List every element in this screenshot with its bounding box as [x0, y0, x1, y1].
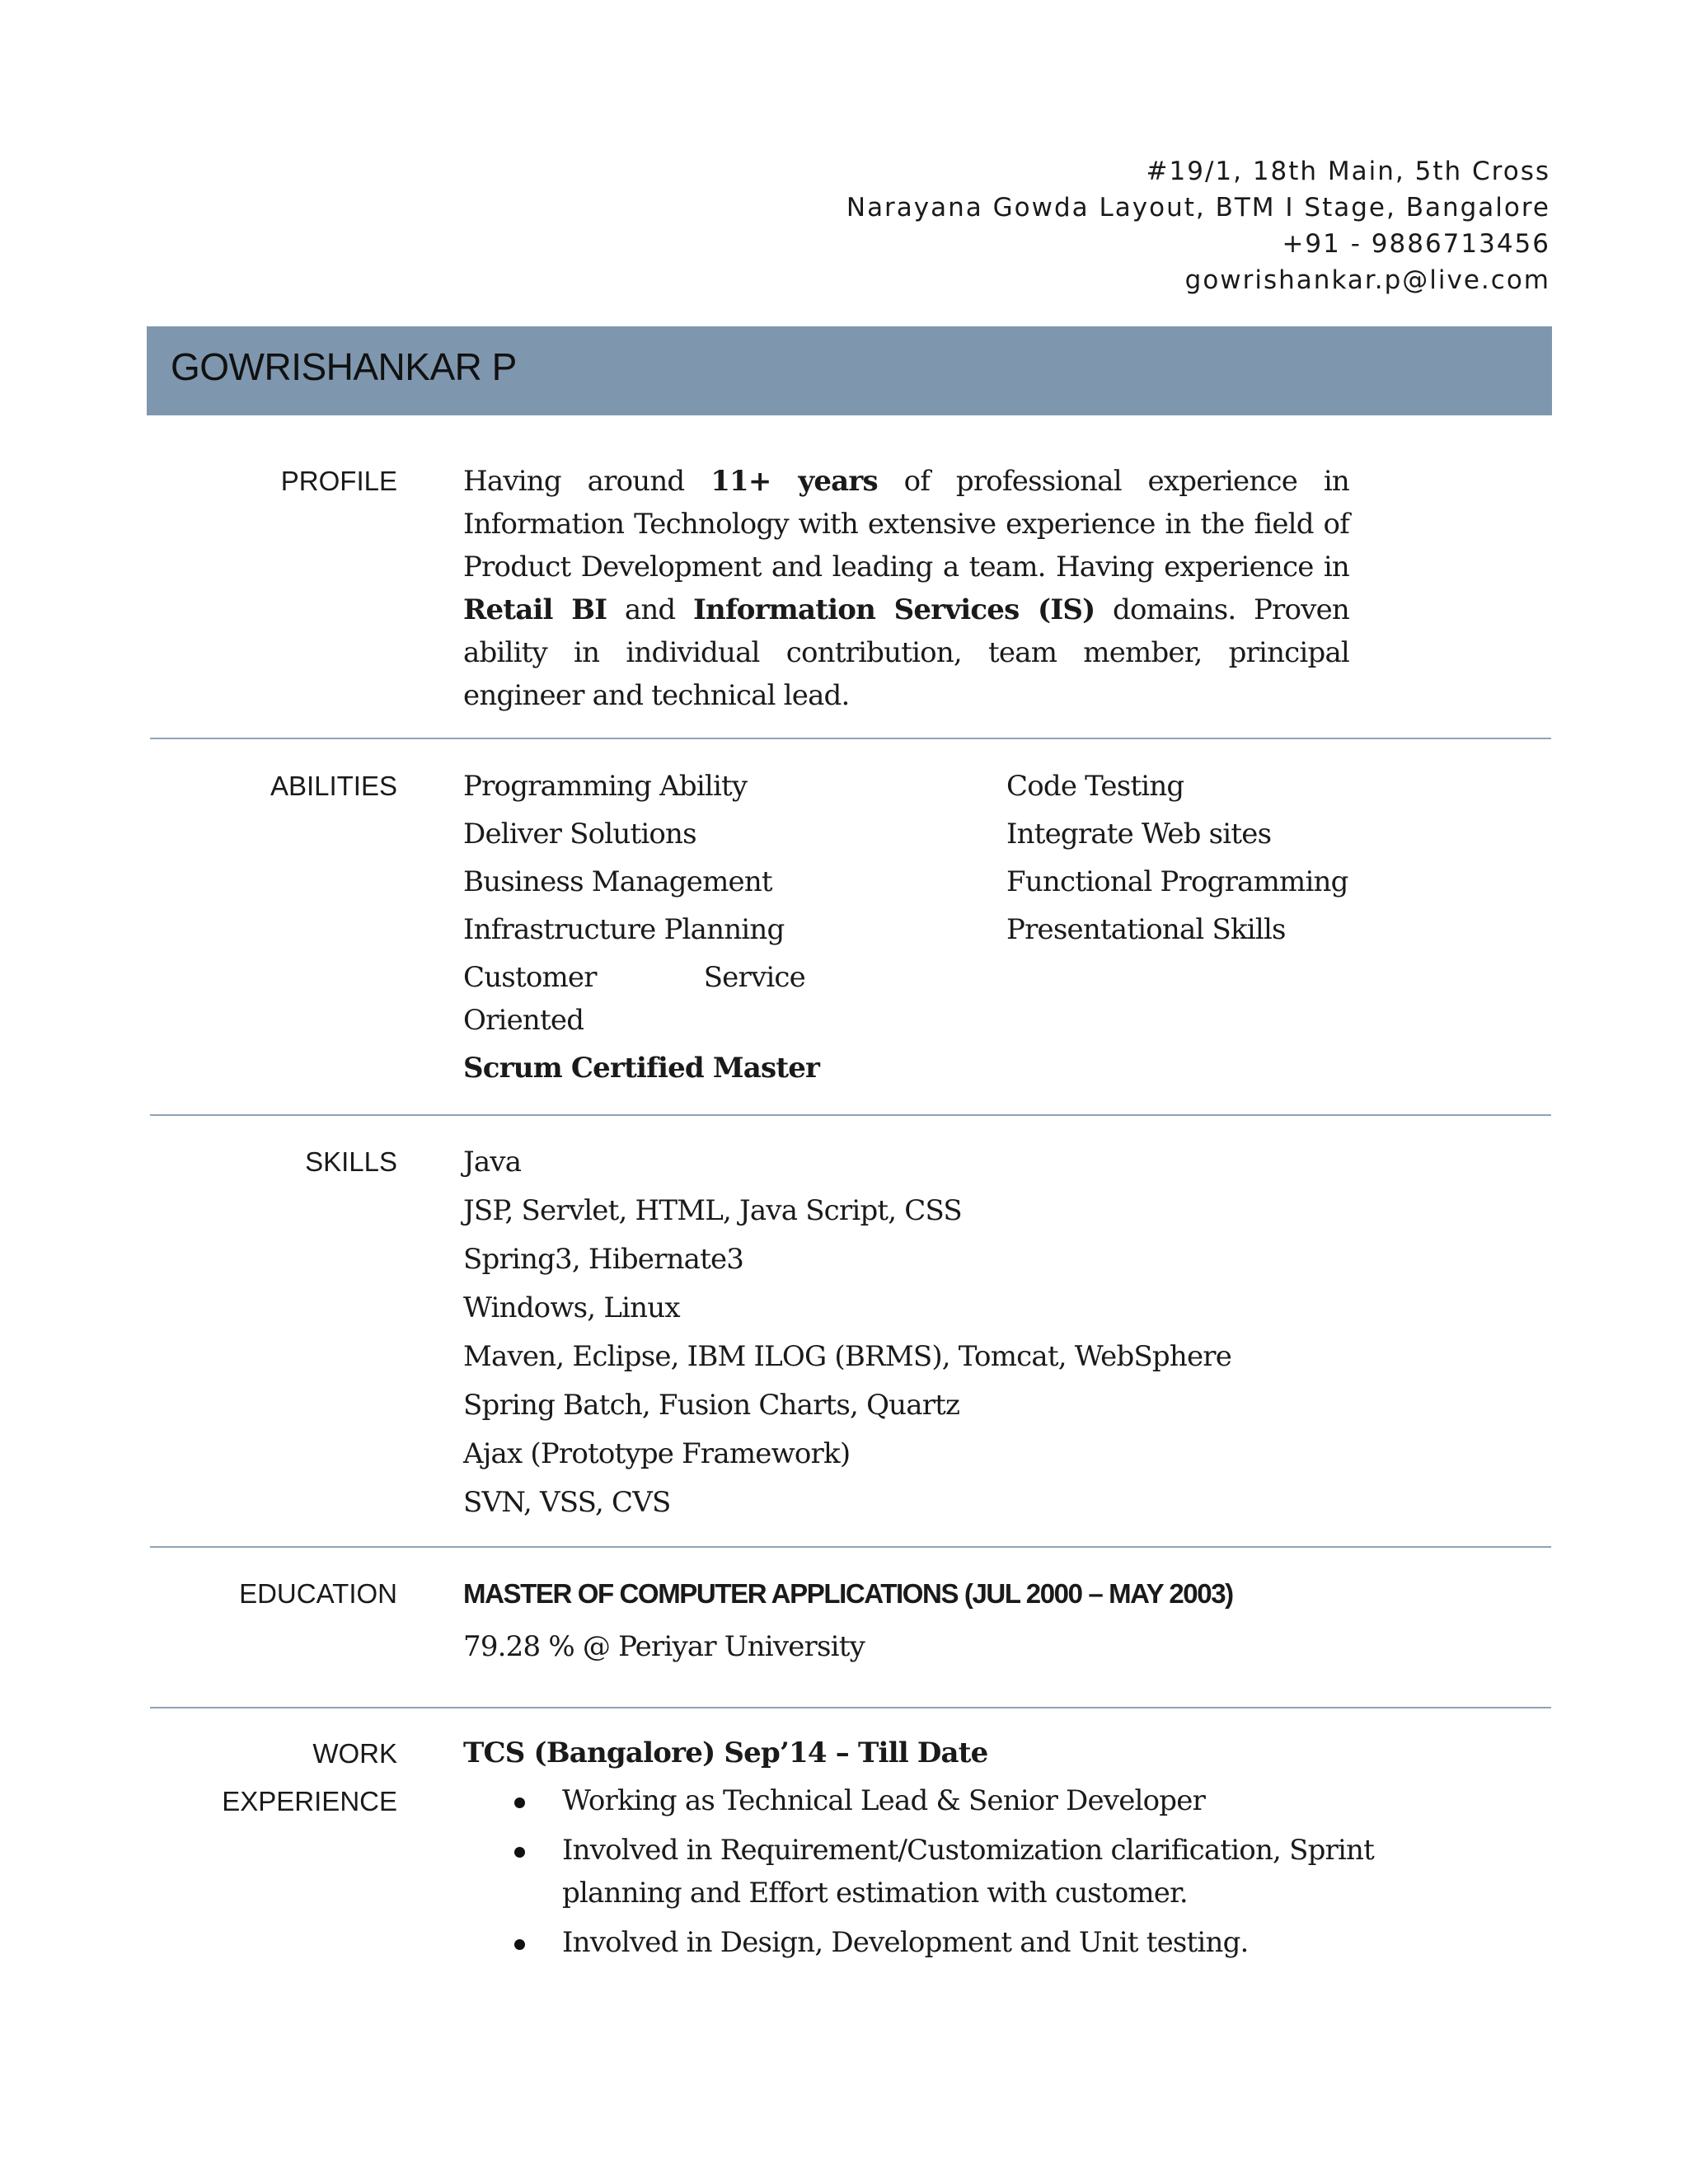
profile-highlight-years: 11+ years	[710, 465, 878, 498]
profile-text-part: and	[607, 593, 693, 626]
ability-word: Oriented	[463, 1004, 584, 1037]
education-label: EDUCATION	[239, 1578, 397, 1609]
ability-item: Integrate Web sites	[1006, 818, 1272, 851]
skill-item: SVN, VSS, CVS	[463, 1486, 671, 1519]
bullet-icon	[514, 1797, 525, 1808]
work-bullet	[463, 1829, 1444, 1915]
work-label	[222, 1730, 397, 1825]
abilities-left-column	[463, 765, 819, 1094]
degree-title: MASTER OF COMPUTER APPLICATIONS (JUL 2000 – MAY 2003)	[463, 1578, 1233, 1609]
profile-text-part: domains. Proven ability in individual contribution, team member, principal engineer and technical lead.	[463, 593, 1350, 712]
ability-item-certification: Scrum Certified Master	[463, 1052, 820, 1085]
bullet-icon	[514, 1939, 525, 1950]
abilities-right-column	[1006, 765, 1348, 956]
profile-text-part: Having around	[463, 465, 711, 498]
address-line-1: #19/1, 18th Main, 5th Cross	[1146, 157, 1550, 186]
profile-text-part: of professional experience in Information Technology with extensive experience in the field of Product Development and leading a team. Having experience in	[463, 465, 1349, 583]
skill-item: Java	[463, 1146, 522, 1179]
education-content	[463, 1571, 1233, 1668]
skill-item: Spring3, Hibernate3	[463, 1243, 744, 1276]
section-divider	[150, 1707, 1551, 1708]
contact-block	[846, 153, 1550, 298]
ability-item: Business Management	[463, 865, 772, 898]
bullet-icon	[514, 1847, 525, 1858]
skill-item: Maven, Eclipse, IBM ILOG (BRMS), Tomcat, WebSphere	[463, 1340, 1232, 1373]
work-bullet	[463, 1779, 1444, 1822]
ability-word: Customer	[463, 961, 597, 994]
ability-item: Functional Programming	[1006, 865, 1348, 898]
ability-item: Presentational Skills	[1006, 913, 1286, 946]
skill-item: Ajax (Prototype Framework)	[463, 1437, 851, 1470]
ability-item: Deliver Solutions	[463, 818, 696, 851]
work-bullets	[463, 1779, 1444, 1964]
ability-item-wrapped	[463, 956, 805, 1042]
address-line-2: Narayana Gowda Layout, BTM I Stage, Bangalore	[846, 193, 1550, 223]
work-bullet	[463, 1921, 1444, 1964]
candidate-name: GOWRISHANKAR P	[171, 345, 517, 388]
profile-text	[463, 460, 1349, 717]
ability-item: Code Testing	[1006, 770, 1184, 803]
ability-item: Programming Ability	[463, 770, 748, 803]
skills-list	[463, 1141, 1231, 1530]
work-bullet-text: Involved in Requirement/Customization clarification, Sprint planning and Effort estimation with customer.	[562, 1834, 1375, 1910]
section-divider	[150, 1114, 1551, 1116]
ability-word: Service	[703, 961, 805, 994]
phone-number: +91 - 9886713456	[1282, 229, 1550, 259]
work-bullet-text: Working as Technical Lead & Senior Developer	[562, 1784, 1206, 1817]
work-bullet-text: Involved in Design, Development and Unit testing.	[562, 1926, 1249, 1959]
section-divider	[150, 738, 1551, 739]
degree-grade: 79.28 % @ Periyar University	[463, 1630, 865, 1663]
skill-item: Spring Batch, Fusion Charts, Quartz	[463, 1389, 960, 1422]
skill-item: JSP, Servlet, HTML, Java Script, CSS	[463, 1194, 962, 1227]
name-banner	[147, 326, 1552, 415]
profile-highlight-is: Information Services (IS)	[692, 593, 1095, 626]
skills-label: SKILLS	[305, 1146, 397, 1177]
company-heading: TCS (Bangalore) Sep’14 – Till Date	[463, 1736, 988, 1769]
work-content	[463, 1730, 1444, 1971]
abilities-label: ABILITIES	[270, 771, 397, 801]
skill-item: Windows, Linux	[463, 1291, 680, 1324]
section-divider	[150, 1546, 1551, 1548]
profile-highlight-retail-bi: Retail BI	[463, 593, 607, 626]
work-label-line: WORK	[312, 1738, 397, 1769]
email-address: gowrishankar.p@live.com	[1184, 265, 1550, 295]
work-label-line: EXPERIENCE	[222, 1786, 397, 1816]
ability-item: Infrastructure Planning	[463, 913, 785, 946]
profile-label: PROFILE	[280, 466, 397, 496]
